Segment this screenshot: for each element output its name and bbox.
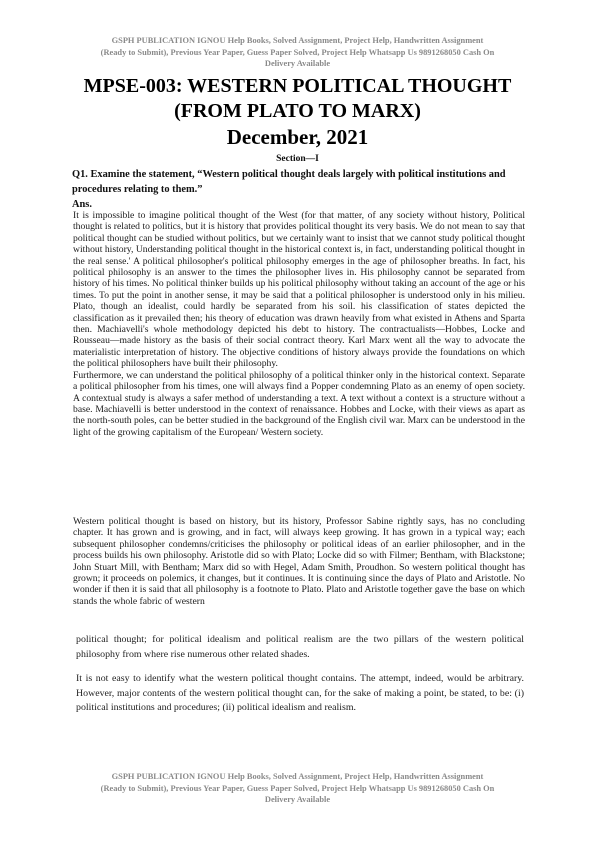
answer-paragraph	[76, 672, 524, 716]
answer-paragraph: Furthermore, we can understand the political philosophy of a political thinker only in the historical context. Separate a political philosopher from his times, one will always find a Popper condemning Plato as an enemy of open society. A contextual study is always a safer method of understanding a text. A text without a context is a structure without a base. Machiavelli is better understood in the context of renaissance. Hobbes and Locke, with their views as apart as the north-south poles, can be better studied in the background of the English civil war. Marx can be understood in the light of the growing capitalism of the European/ Western society.	[73, 369, 525, 438]
answer-paragraph-text: It is not easy to identify what the western political thought contains. The attempt, indeed, would be arbitrary. However, major contents of the western political thought can, for the sake of making a point, be stated, to be: (i) political institutions and procedures; (ii) political idealism and realism.	[76, 673, 524, 713]
answer-paragraph-text: political thought; for political idealism and political realism are the two pillars of the western political philosophy from where rise numerous other related shades.	[76, 634, 524, 660]
answer-label: Ans.	[72, 199, 92, 210]
scanned-answer-block-2	[73, 516, 525, 607]
scanned-answer-block-1	[73, 210, 525, 438]
answer-paragraph: It is impossible to imagine political thought of the West (for that matter, of any society without history, Political thought is related to politics, but it is history that provides political thought its very basis. We do not mean to say that political thought can be studied without politics, but we certainly want to insist that we cannot study political thought without history, Understanding political thought in the historical context is, in fact, understanding political thought in the real sense.' A political philosopher's political philosophy emerges in the age of philosopher breaths. In fact, his political philosophy is an answer to the times the philosopher lives in. His philosophy cannot be separated from history of his times. No political thinker builds up his political philosophy without taking an account of the age or his times. To put the point in another sense, it may be said that a political philosopher is understood only in his milieu. Plato, though an idealist, could hardly be separated from his soil. his classification of states depicted the classification as it prevailed then; his theory of education was drawn heavily from what existed in Athens and Sparta then. Machiavelli's whole methodology depicted his debt to history. The contractualists—Hobbes, Locke and Rousseau—made history as the basis of their social contract theory. Karl Marx went all the way to advocate the materialistic interpretation of history. The objective conditions of history always provide the foundations on which the political philosophers have built their philosophy.	[73, 210, 525, 370]
exam-date: December, 2021	[226, 125, 369, 149]
footer-line-2: (Ready to Submit), Previous Year Paper, Guess Paper Solved, Project Help Whatsapp Us 9891268050 Cash On	[100, 783, 495, 793]
section-heading: Section—I	[276, 154, 319, 164]
question-text: Q1. Examine the statement, “Western political thought deals largely with political institutions and procedures relating to them.”	[72, 169, 506, 195]
document-title: MPSE-003: WESTERN POLITICAL THOUGHT	[83, 75, 512, 97]
header-line-3: Delivery Available	[264, 59, 331, 68]
header-line-1: GSPH PUBLICATION IGNOU Help Books, Solved Assignment, Project Help, Handwritten Assignment	[111, 36, 484, 45]
answer-paragraph	[76, 633, 524, 662]
page-footer-advert	[60, 771, 535, 806]
footer-line-3: Delivery Available	[264, 795, 331, 804]
answer-paragraph: Western political thought is based on history, but its history, Professor Sabine rightly says, has no concluding chapter. It has grown and is growing, and in fact, will always keep growing. It has grown in a typical way; each subsequent philosopher condemns/criticises the philosophy or political ideas of an earlier philosopher, and in the process builds his own philosophy. Aristotle did so with Plato; Locke did so with Filmer; Bentham, with Blackstone; John Stuart Mill, with Bentham; Marx did so with Hegel, Adam Smith, Proudhon. So western political thought has grown; it proceeds on polemics, it changes, but it continues. It is continuing since the days of Plato and Aristotle. No wonder if then it is said that all philosophy is a footnote to Plato. Plato and Aristotle together gave the base on which stands the whole fabric of western	[73, 516, 525, 607]
document-subtitle: (FROM PLATO TO MARX)	[174, 100, 421, 122]
footer-line-1: GSPH PUBLICATION IGNOU Help Books, Solved Assignment, Project Help, Handwritten Assignment	[111, 772, 484, 781]
header-line-2: (Ready to Submit), Previous Year Paper, Guess Paper Solved, Project Help Whatsapp Us 9891268050 Cash On	[100, 47, 495, 57]
page-header-advert	[60, 35, 535, 70]
